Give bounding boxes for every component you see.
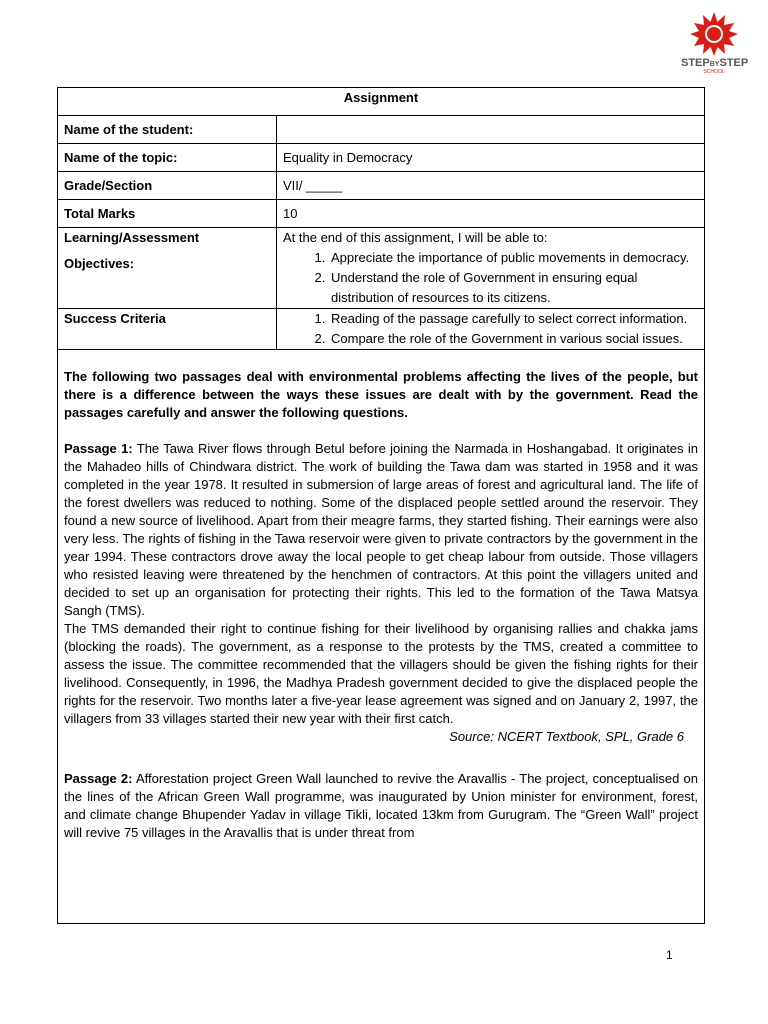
objectives-value bbox=[277, 228, 705, 309]
list-item: 2. Understand the role of Government in ensuring equal distribution of resources to its citizens. bbox=[329, 268, 698, 308]
passage-1: Passage 1: The Tawa River flows through Betul before joining the Narmada in Hoshangabad. It originates in the Mahadeo hills of Chindwara district. The work of building the Tawa dam was started in 1958 and it was completed in the year 1978. It resulted in submersion of large areas of forest and agricultural land. The life of the forest dwellers was reduced to nothing. Some of the displaced people settled around the reservoir. They found a new source of livelihood. Apart from their meagre farms, they started fishing. Their earnings were also very less. The rights of fishing in the Tawa reservoir were given to private contractors by the government in the year 1994. These contractors drove away the local people to get cheap labour from outside. Those villagers who resisted leaving were threatened by the henchmen of contractors. At this point the villagers united and decided to set up an organisation for protecting their rights. This led to the formation of the Tawa Matsya Sangh (TMS). The TMS demanded their right to continue fishing for their livelihood by organising rallies and chakka jams (blocking the roads). The government, as a response to the protests by the TMS, created a committee to assess the issue. The committee recommended that the villagers should be given the fishing rights for their livelihood. Consequently, in 1996, the Madhya Pradesh government decided to give the displaced people the rights for the reservoir. Two months later a five-year lease agreement was signed and on January 2, 1997, the villagers from 33 villages started their new year with their first catch. bbox=[64, 441, 698, 726]
topic-label: Name of the topic: bbox=[58, 144, 277, 172]
svg-text:SCHOOL: SCHOOL bbox=[703, 69, 725, 74]
svg-text:STEPBYSTEP: STEPBYSTEP bbox=[681, 57, 749, 69]
objectives-label: Learning/Assessment Objectives: bbox=[58, 228, 277, 309]
marks-label: Total Marks bbox=[58, 200, 277, 228]
passage-2: Passage 2: Afforestation project Green Wall launched to revive the Aravallis - The project, conceptualised on the lines of the African Green Wall programme, was inaugurated by Union minister for environment, forest, and climate change Bhupender Yadav in village Tikli, located 13km from Gurugram. The “Green Wall” project will revive 75 villages in the Aravallis that is under threat from bbox=[64, 771, 698, 840]
marks-value: 10 bbox=[277, 200, 705, 228]
success-criteria-label: Success Criteria bbox=[58, 309, 277, 350]
assignment-info-table bbox=[58, 88, 704, 350]
topic-value: Equality in Democracy bbox=[277, 144, 705, 172]
page-number: 1 bbox=[666, 948, 673, 962]
grade-value: VII/ _____ bbox=[277, 172, 705, 200]
instructions: The following two passages deal with environmental problems affecting the lives of the people, but there is a difference between the ways these issues are dealt with by the government. Read the passages carefully and answer the following questions. bbox=[64, 369, 698, 420]
list-item: 1. Appreciate the importance of public movements in democracy. bbox=[329, 248, 698, 268]
success-criteria-list bbox=[283, 309, 698, 349]
list-item: 1. Reading of the passage carefully to select correct information. bbox=[329, 309, 698, 329]
sun-logo-icon bbox=[672, 10, 756, 74]
grade-label: Grade/Section bbox=[58, 172, 277, 200]
success-criteria-value bbox=[277, 309, 705, 350]
passages-section bbox=[58, 350, 704, 842]
school-logo bbox=[672, 10, 756, 74]
table-title: Assignment bbox=[58, 88, 704, 116]
objectives-intro: At the end of this assignment, I will be able to: bbox=[283, 230, 548, 245]
student-name-value bbox=[277, 116, 705, 144]
objectives-list bbox=[283, 248, 698, 308]
list-item: 2. Compare the role of the Government in various social issues. bbox=[329, 329, 698, 349]
assignment-sheet bbox=[57, 87, 705, 924]
student-name-label: Name of the student: bbox=[58, 116, 277, 144]
passage-1-source: Source: NCERT Textbook, SPL, Grade 6 bbox=[449, 729, 684, 744]
